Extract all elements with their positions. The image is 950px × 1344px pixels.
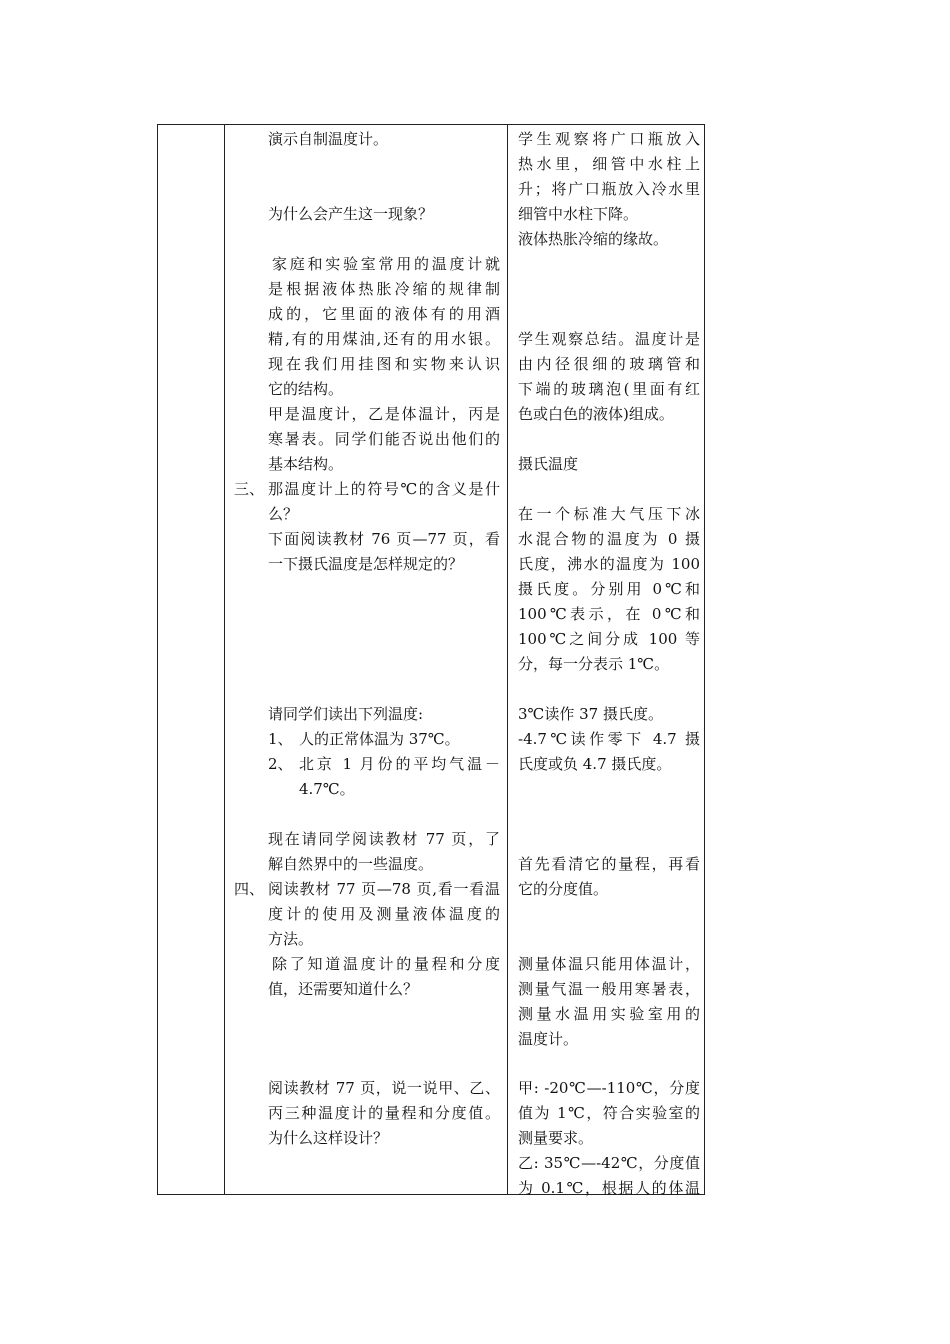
section-number-3: 三、: [234, 480, 265, 498]
lesson-table: [157, 124, 705, 1195]
text-line: 下面阅读教材 76 页—77 页，看: [268, 530, 500, 548]
paragraph-read-textbook-77: [268, 827, 500, 877]
thermometer-yi-answer: [518, 1151, 700, 1201]
text-line: 么？: [268, 505, 299, 523]
text-line: 值为 1℃，符合实验室的: [518, 1104, 700, 1122]
paragraph-three-thermometers: [268, 402, 500, 477]
text-line: 温度计。: [518, 1030, 579, 1048]
list-number-1: 1、: [268, 730, 293, 748]
text-line: 基本结构。: [268, 455, 344, 473]
text-line: 为什么会产生这一现象？: [268, 205, 434, 223]
section-number-4: 四、: [234, 880, 265, 898]
text-line: 值，还需要知道什么？: [268, 980, 419, 998]
text-line: 甲是温度计，乙是体温计，丙是: [268, 405, 500, 423]
text-line: 精,有的用煤油,还有的用水银。: [268, 330, 500, 348]
text-line: 氏度或负 4.7 摄氏度。: [518, 755, 672, 773]
text-line: 一下摄氏温度是怎样规定的？: [268, 555, 464, 573]
column-divider-1: [224, 125, 225, 1194]
celsius-definition: [518, 502, 700, 677]
list-item-1: [299, 727, 500, 752]
text-line: 解自然界中的一些温度。: [268, 855, 434, 873]
text-line: 演示自制温度计。: [268, 130, 389, 148]
text-line: 水混合物的温度为 0 摄: [518, 530, 700, 548]
text-line: 热水里，细管中水柱上: [518, 155, 700, 173]
paragraph-three-ranges: [268, 1076, 500, 1151]
paragraph-what-else: [268, 952, 500, 1002]
section-3-heading: [268, 477, 500, 527]
text-line: 液体热胀冷缩的缘故。: [518, 230, 669, 248]
text-line: 摄氏温度: [518, 455, 579, 473]
text-line: 它的结构。: [268, 380, 344, 398]
text-line: 下端的玻璃泡(里面有红: [518, 380, 700, 398]
text-line: 方法。: [268, 930, 314, 948]
list-item-2: [299, 752, 500, 802]
text-line: 为什么这样设计？: [268, 1129, 389, 1147]
text-line: 色或白色的液体)组成。: [518, 405, 674, 423]
student-answer-reason: [518, 227, 700, 252]
thermometer-jia-answer: [518, 1076, 700, 1151]
text-line: 在一个标准大气压下冰: [518, 505, 700, 523]
why-question: [268, 202, 500, 227]
text-line: 那温度计上的符号℃的含义是什: [268, 480, 500, 498]
text-line: 度计的使用及测量液体温度的: [268, 905, 500, 923]
text-line: 3℃读作 37 摄氏度。: [518, 705, 663, 723]
text-line: 成的，它里面的液体有的用酒: [268, 305, 500, 323]
text-line: 100℃之间分成 100 等: [518, 630, 700, 648]
text-line: 请同学们读出下列温度:: [268, 705, 424, 723]
text-line: 学生观察总结。温度计是: [518, 330, 700, 348]
text-line: 甲: -20℃—-110℃，分度: [518, 1079, 700, 1097]
text-line: -4.7℃读作零下 4.7 摄: [518, 730, 700, 748]
text-line: 寒暑表。同学们能否说出他们的: [268, 430, 500, 448]
text-line: 阅读教材 77 页—78 页,看一看温: [268, 880, 500, 898]
text-line: 升；将广口瓶放入冷水里: [518, 180, 700, 198]
text-line: 阅读教材 77 页，说一说甲、乙、: [268, 1079, 500, 1097]
text-line: 摄氏度。分别用 0℃和: [518, 580, 700, 598]
text-line: 测量水温用实验室用的: [518, 1005, 700, 1023]
reading-answers: [518, 702, 700, 777]
list-number-2: 2、: [268, 755, 293, 773]
text-line: 分，每一分表示 1℃。: [518, 655, 670, 673]
text-line: 100℃表示，在 0℃和: [518, 605, 700, 623]
column-divider-2: [507, 125, 508, 1194]
read-temperatures-prompt: [268, 702, 500, 727]
text-line: 人的正常体温为 37℃。: [299, 730, 460, 748]
text-line: 4.7℃。: [299, 780, 355, 798]
text-line: 现在请同学阅读教材 77 页，了: [268, 830, 500, 848]
student-observation-structure: [518, 327, 700, 427]
text-line: 除了知道温度计的量程和分度: [272, 955, 500, 973]
text-line: 细管中水柱下降。: [518, 205, 639, 223]
text-line: 是根据液体热胀冷缩的规律制: [268, 280, 500, 298]
section-4-heading: [268, 877, 500, 952]
range-answer: [518, 852, 700, 902]
text-line: 现在我们用挂图和实物来认识: [268, 355, 500, 373]
text-line: 首先看清它的量程，再看: [518, 855, 700, 873]
celsius-label: [518, 452, 700, 477]
student-observation-1: [518, 127, 700, 227]
text-line: 家庭和实验室常用的温度计就: [272, 255, 500, 273]
text-line: 测量要求。: [518, 1129, 594, 1147]
text-line: 由内径很细的玻璃管和: [518, 355, 700, 373]
measurement-answer: [518, 952, 700, 1052]
text-line: 为 0.1℃，根据人的体温: [518, 1179, 700, 1197]
text-line: 氏度，沸水的温度为 100: [518, 555, 700, 573]
text-line: 丙三种温度计的量程和分度值。: [268, 1104, 500, 1122]
demo-text: [268, 127, 500, 152]
text-line: 测量体温只能用体温计，: [518, 955, 700, 973]
text-line: 乙: 35℃—-42℃，分度值: [518, 1154, 700, 1172]
text-line: 它的分度值。: [518, 880, 609, 898]
text-line: 学生观察将广口瓶放入: [518, 130, 700, 148]
text-line: 测量气温一般用寒暑表，: [518, 980, 700, 998]
paragraph-read-textbook-76: [268, 527, 500, 577]
text-line: 北京 1 月份的平均气温－: [299, 755, 500, 773]
paragraph-thermometer-principle: [268, 252, 500, 402]
